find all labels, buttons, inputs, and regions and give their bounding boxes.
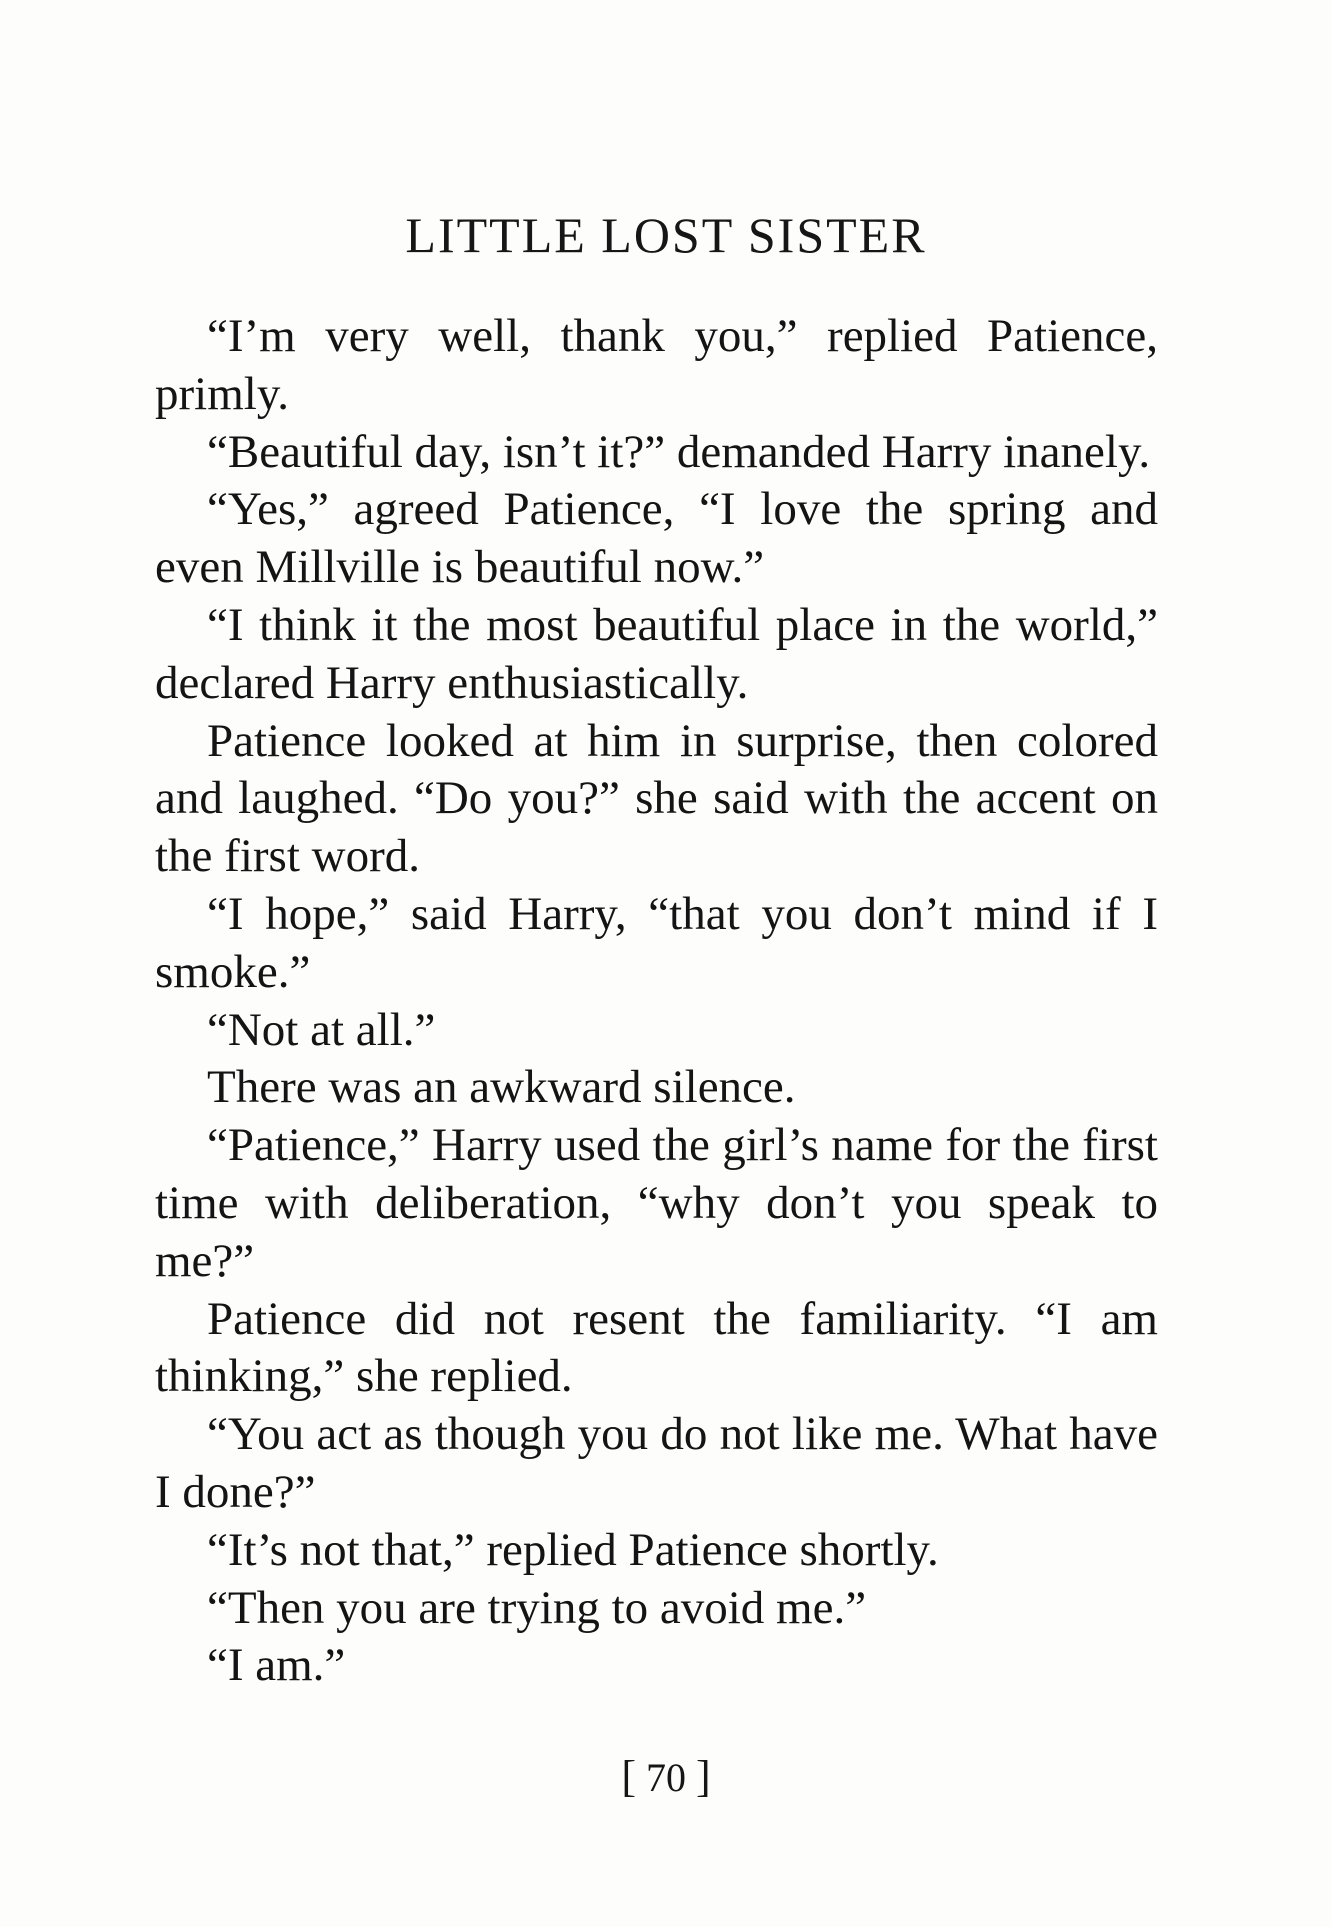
paragraph: “I hope,” said Harry, “that you don’t mind if I smoke.” bbox=[155, 887, 1158, 998]
paragraph: “It’s not that,” replied Patience shortly. bbox=[207, 1523, 939, 1576]
paragraph: “You act as though you do not like me. What have I done?” bbox=[155, 1408, 1158, 1518]
page-number-value: 70 bbox=[646, 1755, 686, 1800]
paragraph: Patience looked at him in surprise, then colored and laughed. “Do you?” she said with the accent on the first word. bbox=[155, 714, 1158, 883]
paragraph: There was an awkward silence. bbox=[207, 1061, 796, 1114]
page-number-close-bracket: ] bbox=[696, 1752, 711, 1801]
paragraph: “Not at all.” bbox=[207, 1003, 436, 1056]
paragraph: “Patience,” Harry used the girl’s name for the first time with deliberation, “why don’t you speak to me?” bbox=[155, 1119, 1158, 1287]
paragraph: “Beautiful day, isn’t it?” demanded Harry inanely. bbox=[207, 425, 1151, 478]
page-number-open-bracket: [ bbox=[621, 1752, 636, 1801]
paragraph: “Yes,” agreed Patience, “I love the spring and even Millville is beautiful now.” bbox=[155, 483, 1158, 594]
paragraph: “I’m very well, thank you,” replied Patience, primly. bbox=[155, 310, 1158, 420]
paragraph: Patience did not resent the familiarity. “I am thinking,” she replied. bbox=[155, 1292, 1158, 1403]
paragraph: “I am.” bbox=[207, 1639, 346, 1692]
body-text bbox=[155, 308, 1158, 1695]
paragraph: “Then you are trying to avoid me.” bbox=[207, 1581, 867, 1634]
page-number bbox=[0, 1752, 1332, 1803]
running-head: LITTLE LOST SISTER bbox=[405, 207, 927, 263]
paragraph: “I think it the most beautiful place in the world,” declared Harry enthusiastically. bbox=[155, 598, 1158, 709]
